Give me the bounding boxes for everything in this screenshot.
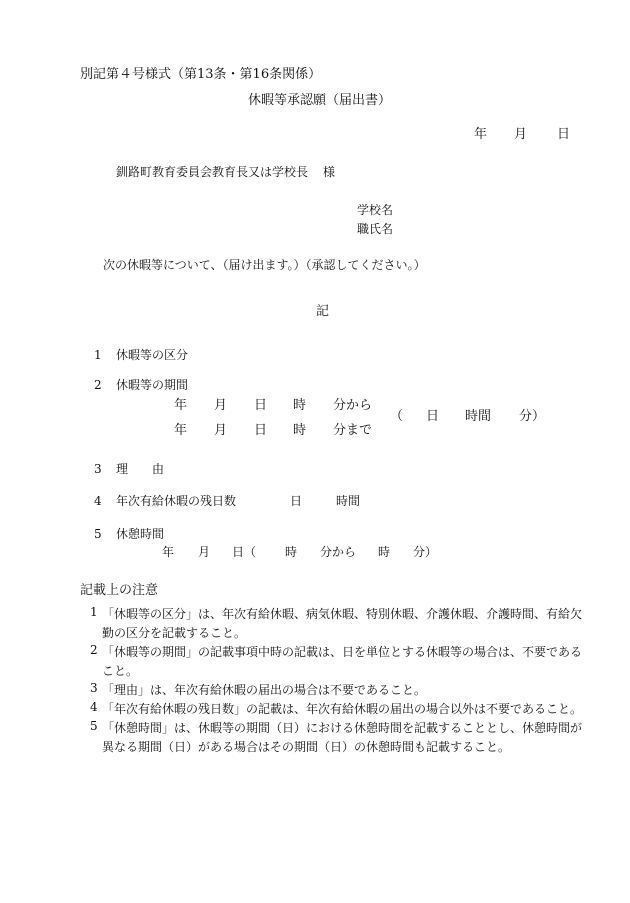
item-number: 4 (94, 494, 102, 508)
note-text: こと。 (102, 664, 139, 678)
to-minute: 分まで (333, 423, 373, 438)
break-start-hour: 時 (285, 545, 298, 559)
from-month: 月 (214, 398, 228, 413)
item-label: 理 由 (116, 462, 165, 476)
note-number: 1 (90, 605, 98, 619)
item-label: 休憩時間 (116, 527, 165, 541)
item-label: 休暇等の区分 (116, 348, 189, 362)
from-minute: 分から (333, 398, 373, 413)
remaining-day-unit: 日 (290, 494, 303, 508)
break-end-hour: 時 (378, 545, 391, 559)
date-month: 月 (514, 127, 528, 142)
note-text: 「理由」は、年次有給休暇の届出の場合は不要であること。 (102, 683, 427, 697)
from-day: 日 (254, 398, 268, 413)
date-day: 日 (557, 127, 571, 142)
note-text: 勤の区分を記載すること。 (102, 626, 247, 640)
total-minute: 分） (519, 409, 546, 424)
date-year: 年 (474, 127, 488, 142)
item-number: 5 (94, 527, 102, 541)
item-number: 1 (94, 348, 102, 362)
note-number: 4 (90, 700, 98, 714)
notes-title: 記載上の注意 (80, 583, 159, 598)
total-open-paren: （ (390, 409, 404, 424)
item-number: 3 (94, 462, 102, 476)
item-label: 休暇等の期間 (116, 378, 189, 392)
school-name-label: 学校名 (357, 203, 394, 217)
item-label: 年次有給休暇の残日数 (116, 494, 237, 508)
to-hour: 時 (293, 423, 307, 438)
document-title: 休暇等承認願（届出書） (248, 93, 392, 108)
break-end-minute: 分） (413, 545, 438, 559)
note-text: 異なる期間（日）がある場合はその期間（日）の休憩時間も記載すること。 (102, 740, 511, 754)
total-day: 日 (426, 409, 440, 424)
applicant-name-label: 職氏名 (357, 222, 394, 236)
from-hour: 時 (293, 398, 307, 413)
remaining-hour-unit: 時間 (336, 494, 361, 508)
break-start-minute: 分から (320, 545, 357, 559)
form-reference: 別記第４号様式（第13条・第16条関係） (80, 67, 322, 82)
addressee-honorific: 様 (323, 165, 336, 179)
note-text: 「休暇等の期間」の記載事項中時の記載は、日を単位とする休暇等の場合は、不要である (102, 645, 583, 659)
note-number: 2 (90, 643, 98, 657)
note-text: 「休暇等の区分」は、年次有給休暇、病気休暇、特別休暇、介護休暇、介護時間、有給欠 (102, 607, 583, 621)
from-year: 年 (174, 398, 188, 413)
note-number: 5 (90, 719, 98, 733)
to-year: 年 (174, 423, 188, 438)
total-hour: 時間 (465, 409, 492, 424)
to-month: 月 (214, 423, 228, 438)
to-day: 日 (254, 423, 268, 438)
note-text: 「年次有給休暇の残日数」の記載は、年次有給休暇の届出の場合以外は不要であること。 (102, 702, 583, 716)
note-text: 「休憩時間」は、休暇等の期間（日）における休憩時間を記載することとし、休憩時間が (102, 721, 583, 735)
request-text: 次の休暇等について、（届け出ます。）（承認してください。） (103, 258, 426, 272)
item-number: 2 (94, 378, 102, 392)
addressee-name: 釧路町教育委員会教育長又は学校長 (116, 165, 309, 179)
break-year: 年 (162, 545, 175, 559)
ki-heading: 記 (316, 304, 330, 319)
break-month: 月 (198, 545, 211, 559)
break-day: 日（ (232, 545, 257, 559)
note-number: 3 (90, 681, 98, 695)
